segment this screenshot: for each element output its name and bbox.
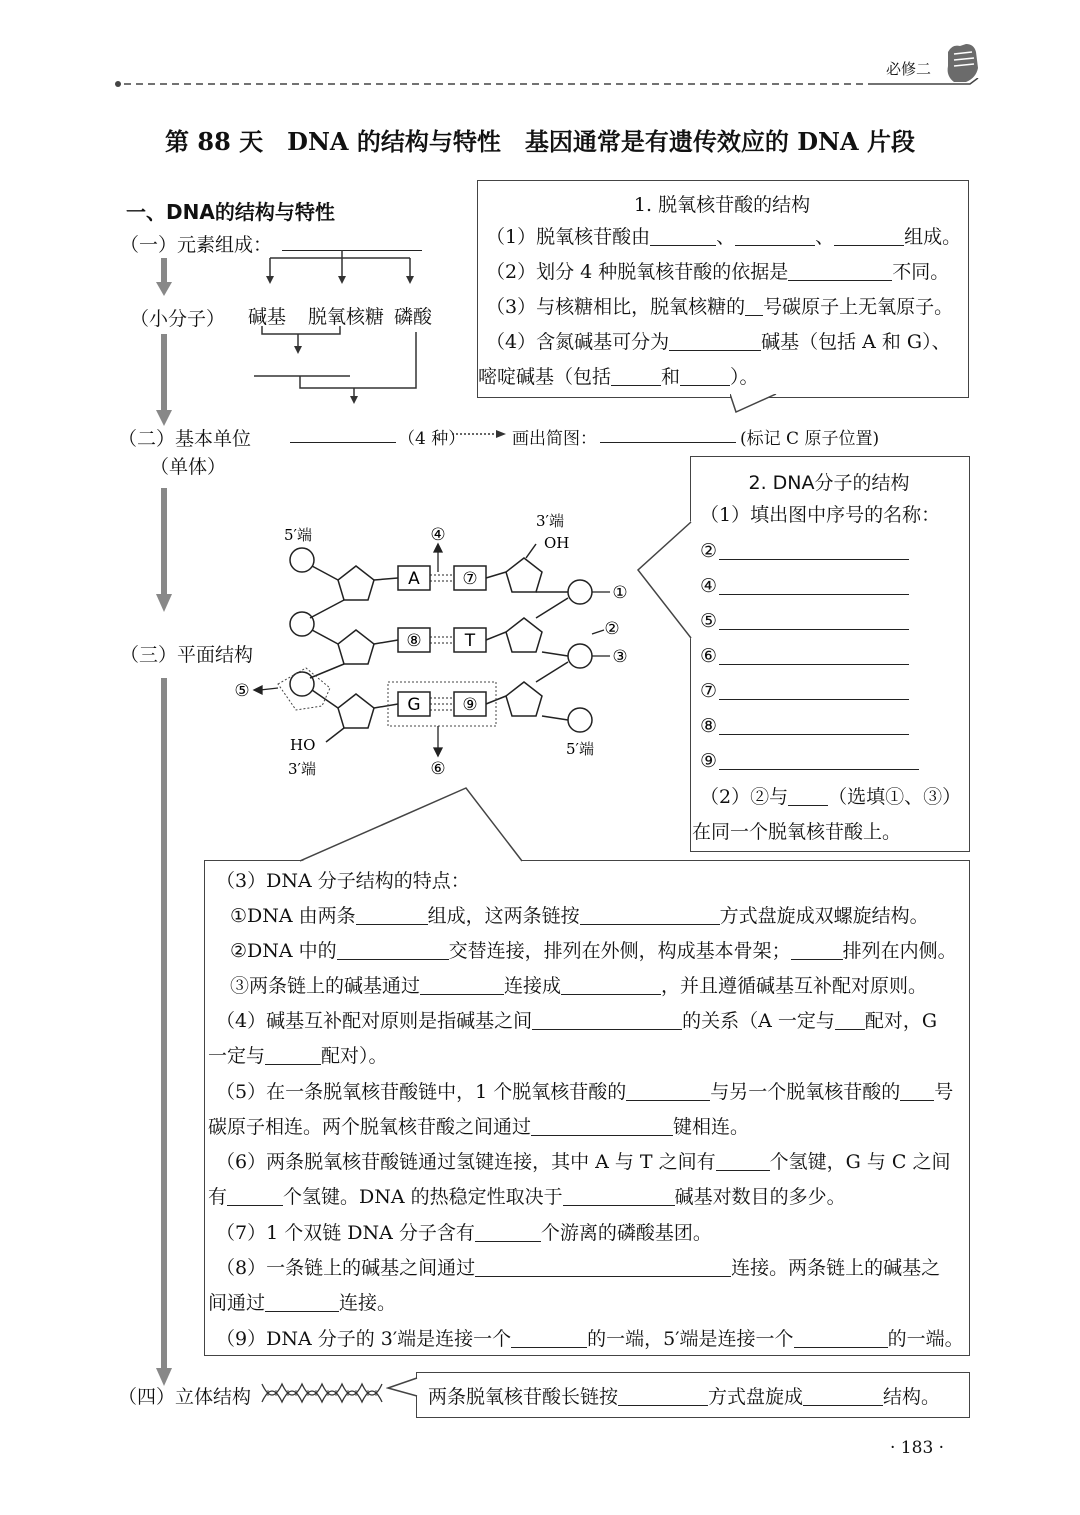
label-item[interactable]: ⑦ [700,674,919,709]
label-item[interactable]: ⑧ [700,709,919,744]
label-ho: HO [290,736,316,754]
label-end5-bottom: 5′端 [566,740,594,758]
box3-l2: ①DNA 由两条 组成，这两条链按 方式盘旋成双螺旋结构。 [230,905,929,927]
box1-line2: （2）划分 4 种脱氧核苷酸的依据是 不同。 [486,261,950,283]
box3-callout-tail [300,786,530,866]
box2-item-list [700,534,919,779]
section-heading: 一、DNA的结构与特性 [126,200,335,224]
num-4: ④ [430,525,446,545]
base-t-label: T [464,631,476,651]
sugar-left-3 [338,694,374,728]
label-end5-top: 5′端 [284,526,312,544]
box1-callout-tail [730,394,790,414]
num-6: ⑥ [430,759,446,779]
box3-l9: （6）两条脱氧核苷酸链通过氢键连接，其中 A 与 T 之间有 个氢键，G 与 C 之间 [216,1151,951,1173]
box2-q2: （2）②与 （选填①、③） [700,786,962,808]
spatial-structure-label: （四）立体结构 [118,1386,252,1408]
box1-line1: （1）脱氧核苷酸由 、 、 组成。 [486,226,962,248]
flow-arrow-3 [156,488,172,614]
label-item[interactable]: ⑥ [700,639,919,674]
box1-line5: 嘧啶碱基（包括 和 ）。 [478,366,759,388]
num-8: ⑧ [406,631,422,651]
planar-structure-label: （三）平面结构 [120,644,254,666]
flow-arrow-4 [156,678,172,1388]
sugar-right-2 [506,618,542,652]
flow-arrow-1 [156,258,172,298]
header-rule [110,78,980,90]
basic-unit-label: （二）基本单位 [118,428,252,450]
double-helix-icon [260,1378,384,1408]
box3-l12: （8）一条链上的碱基之间通过 连接。两条链上的碱基之 [216,1257,941,1279]
box3-l3: ②DNA 中的 交替连接，排列在外侧，构成基本骨架； 排列在内侧。 [230,940,957,962]
box2-title: 2. DNA分子的结构 [748,472,910,494]
label-item[interactable]: ⑤ [700,604,919,639]
phosphate-right-2 [568,644,592,668]
sketch-blank[interactable] [600,422,736,443]
box2-q1: （1）填出图中序号的名称： [700,504,941,526]
num-7: ⑦ [462,569,478,589]
sugar-left-1 [338,566,374,600]
box3-l10: 有 个氢键。DNA 的热稳定性取决于 碱基对数目的多少。 [208,1186,846,1208]
mark-carbon-note: (标记 C 原子位置) [740,429,880,449]
sugar-right-1 [506,558,542,592]
num-1: ① [612,583,628,603]
box1-title: 1. 脱氧核苷酸的结构 [633,194,811,216]
box2-q2-cont: 在同一个脱氧核苷酸上。 [692,821,902,843]
box1-line3: （3）与核糖相比，脱氧核糖的 号碳原子上无氧原子。 [486,296,954,318]
box4-callout-tail [386,1376,420,1400]
label-end3-top: 3′端 [536,512,564,530]
box3-l14: （9）DNA 分子的 3′端是连接一个 的一端，5′端是连接一个 的一端。 [216,1328,964,1350]
phosphate-left-2 [290,612,314,636]
label-item[interactable]: ② [700,534,919,569]
component-sugar: 脱氧核糖 [308,306,385,328]
element-composition-label: （一）元素组成： [120,234,273,256]
phosphate-right-1 [568,580,592,604]
box3-l7: （5）在一条脱氧核苷酸链中，1 个脱氧核苷酸的 与另一个脱氧核苷酸的 号 [216,1081,954,1103]
small-molecule-label: （小分子） [130,308,226,330]
book-label: 必修二 [886,60,932,78]
component-phosphate: 磷酸 [394,306,433,328]
box3-l6: 一定与 配对）。 [208,1045,388,1067]
page-number: · 183 · [890,1438,945,1458]
dna-planar-diagram [226,510,646,790]
box3-l4: ③两条链上的碱基通过 连接成 ，并且遵循碱基互补配对原则。 [230,975,928,997]
phosphate-left-1 [290,548,314,572]
box3-l1: （3）DNA 分子结构的特点： [216,870,470,892]
label-end3-bottom: 3′端 [288,760,316,778]
dotted-arrow [452,428,508,440]
base-a-label: A [408,569,420,589]
sugar-left-2 [338,630,374,664]
box3-l5: （4）碱基互补配对原则是指碱基之间 的关系（A 一定与 配对，G [216,1010,938,1032]
base-g-label: G [407,695,421,715]
box1-line4: （4）含氮碱基可分为 碱基（包括 A 和 G）、 [486,331,951,353]
sugar-right-3 [506,682,542,716]
monomer-label: （单体） [150,456,227,478]
box3-l8: 碳原子相连。两个脱氧核苷酸之间通过 键相连。 [208,1116,750,1138]
label-item[interactable]: ④ [700,569,919,604]
flow-arrow-2 [156,334,172,428]
four-kinds-label: （4 种） [398,429,466,449]
num-2: ② [604,619,620,639]
label-oh: OH [544,534,570,552]
box4-text: 两条脱氧核苷酸长链按 方式盘旋成 结构。 [428,1386,941,1408]
num-9: ⑨ [462,695,478,715]
num-3: ③ [612,647,628,667]
num-5: ⑤ [234,681,250,701]
draw-sketch-label: 画出简图： [512,429,597,449]
basic-unit-blank[interactable] [290,422,396,443]
page-title: 第 88 天 DNA 的结构与特性 基因通常是有遗传效应的 DNA 片段 [165,127,915,156]
phosphate-right-3 [568,708,592,732]
label-item[interactable]: ⑨ [700,744,919,779]
box3-l11: （7）1 个双链 DNA 分子含有 个游离的磷酸基团。 [216,1222,712,1244]
component-base: 碱基 [248,306,287,328]
box3-l13: 间通过 连接。 [208,1292,397,1314]
